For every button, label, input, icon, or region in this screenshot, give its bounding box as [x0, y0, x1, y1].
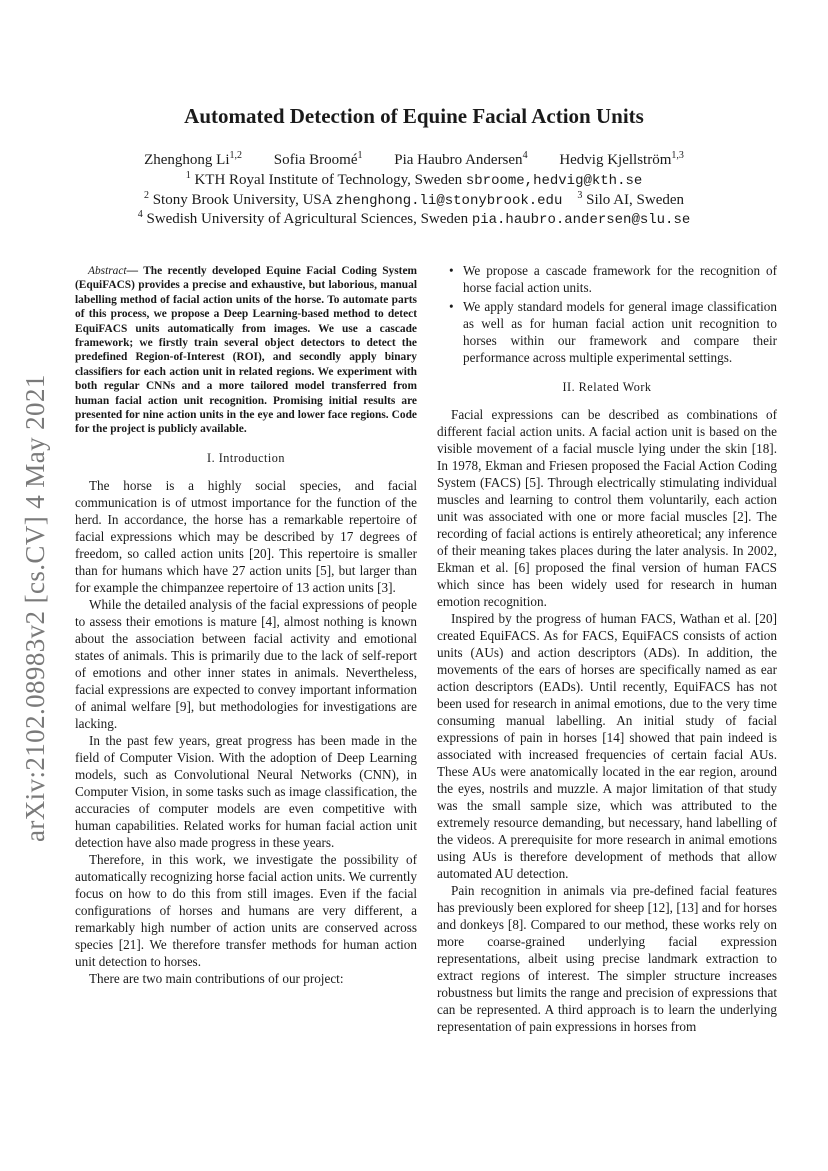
bullet-icon: • — [449, 299, 454, 314]
arxiv-sidebar-stamp: arXiv:2102.08983v2 [cs.CV] 4 May 2021 — [20, 374, 50, 842]
author: Pia Haubro Andersen$^4$ — [394, 150, 528, 168]
left-column — [75, 264, 417, 987]
affiliation-email: sbroome,hedvig@kth.se — [465, 173, 643, 189]
section-heading-related-work: II. Related Work — [562, 380, 652, 394]
affiliation-line: $^2$ Stony Brook University, USA zhenghong.li@stonybrook.edu $^3$ Silo AI, Sweden — [143, 190, 685, 209]
author-list — [0, 152, 828, 169]
paragraph: Facial expressions can be described as combinations of different facial action units. A facial action unit is based on the visible movement of a facial muscle lying under the skin [18]. In 1978, Ekman and Friesen proposed the Facial Action Coding System (FACS) [5]. Through electrically stimulating individual muscles and learning to control them voluntarily, each action unit was associated with one or more facial muscles [2]. The recording of facial actions is entirely atheoretical; any inference of their meaning takes places during the later analysis. In 2002, Ekman et al. [6] proposed the final version of human FACS which since has been widely used for research in human emotion recognition. — [437, 407, 777, 609]
paragraph: The horse is a highly social species, and facial communication is of utmost importance for the function of the herd. In accordance, the horse has a remarkable repertoire of facial expressions which may be described by 17 degrees of freedom, so called action units [20]. This repertoire is smaller than for humans which have 27 action units [5], but larger than for example the chimpanzee repertoire of 13 action units [3]. — [75, 477, 417, 595]
section-heading-introduction: I. Introduction — [207, 450, 285, 465]
abstract-label: Abstract — [88, 265, 127, 277]
author: Hedvig Kjellström$^{1,3}$ — [559, 150, 684, 168]
abstract: Abstract— The recently developed Equine Facial Coding System (EquiFACS) provides a precise and exhaustive, but laborious, manual labelling method of facial action units of the horse. To automate parts of this process, we propose a Deep Learning-based method to detect EquiFACS units automatically from images. We use a cascade framework; we firstly train several object detectors to detect the predefined Region-of-Interest (ROI), and secondly apply binary classifiers for each action unit in related regions. We experiment with both regular CNNs and a more tailored model transferred from human facial action unit recognition. Promising initial results are presented for nine action units in the eye and lower face regions. Code for the project is publicly available. — [75, 265, 417, 436]
right-column — [437, 262, 777, 1035]
author: Zhenghong Li$^{1,2}$ — [144, 150, 242, 168]
paragraph: There are two main contributions of our project: — [89, 970, 344, 986]
paper-title: Automated Detection of Equine Facial Action Units — [184, 104, 644, 128]
affiliation-email: zhenghong.li@stonybrook.edu — [335, 193, 563, 209]
paragraph: Therefore, in this work, we investigate the possibility of automatically recognizing horse facial action units. We currently focus on how to do this from still images. Even if the facial configurations of horses and humans are very different, a remarkably high number of action units are conserved across species [21]. We therefore transfer methods for human action unit detection to horses. — [75, 851, 417, 969]
affiliation-line: $^1$ KTH Royal Institute of Technology, Sweden sbroome,hedvig@kth.se — [185, 170, 643, 189]
author: Sofia Broomé$^1$ — [273, 150, 363, 168]
list-item: • We apply standard models for general image classification as well as for human facial action unit recognition to horses within our framework and compare their performance across multiple experimental settings. — [449, 299, 777, 365]
paragraph: While the detailed analysis of the facial expressions of people to assess their emotions is mature [4], almost nothing is known about the association between facial activity and emotional states of animals. This is primarily due to the lack of self-report of emotions and other inner states in animals. Nevertheless, facial expressions are expected to convey important information of animal welfare [9], but methodologies for investigations are lacking. — [75, 596, 417, 731]
paragraph: In the past few years, great progress has been made in the field of Computer Vision. With the adoption of Deep Learning models, such as Convolutional Neural Networks (CNN), in Computer Vision, in some tasks such as image classification, the accuracies of computer models are even competitive with human capabilities. Related works for human facial action unit detection have also made progress in these years. — [75, 732, 417, 850]
affiliation-line: $^4$ Swedish University of Agricultural Sciences, Sweden pia.haubro.andersen@slu.se — [137, 209, 691, 228]
contribution-list — [437, 262, 777, 366]
affiliation-email: pia.haubro.andersen@slu.se — [471, 212, 691, 228]
bullet-icon: • — [449, 263, 454, 278]
list-item: • We propose a cascade framework for the recognition of horse facial action units. — [449, 263, 777, 295]
paragraph: Inspired by the progress of human FACS, Wathan et al. [20] created EquiFACS. As for FACS, EquiFACS consists of action units (AUs) and action descriptors (ADs). In addition, the movements of the ears of horses are specifically named as ear action descriptors (EADs). Until recently, EquiFACS has not been used for research in animal emotions, due to the very time consuming manual labelling. An initial study of facial expressions of pain in horses [14] showed that pain indeed is associated with increased frequencies of certain facial AUs. These AUs were anatomically located in the ear region, around the eyes, nostrils and muzzle. A major limitation of that study was the small sample size, which was attributed to the extremely resource demanding, but necessary, hand labelling of the videos. A prerequisite for more research in animal emotions using AUs is therefore development of methods that allow automated AU detection. — [437, 611, 777, 881]
paragraph: Pain recognition in animals via pre-defined facial features has previously been explored for sheep [12], [13] and for horses and donkeys [8]. Compared to our method, these works rely on more coarse-grained underlying facial expression representations, albeit using precise landmark extraction to extract regions of interest. The simpler structure increases robustness but limits the range and precision of expressions that can be represented. A third approach is to learn the underlying representation of pain expressions in horses from — [437, 883, 777, 1034]
